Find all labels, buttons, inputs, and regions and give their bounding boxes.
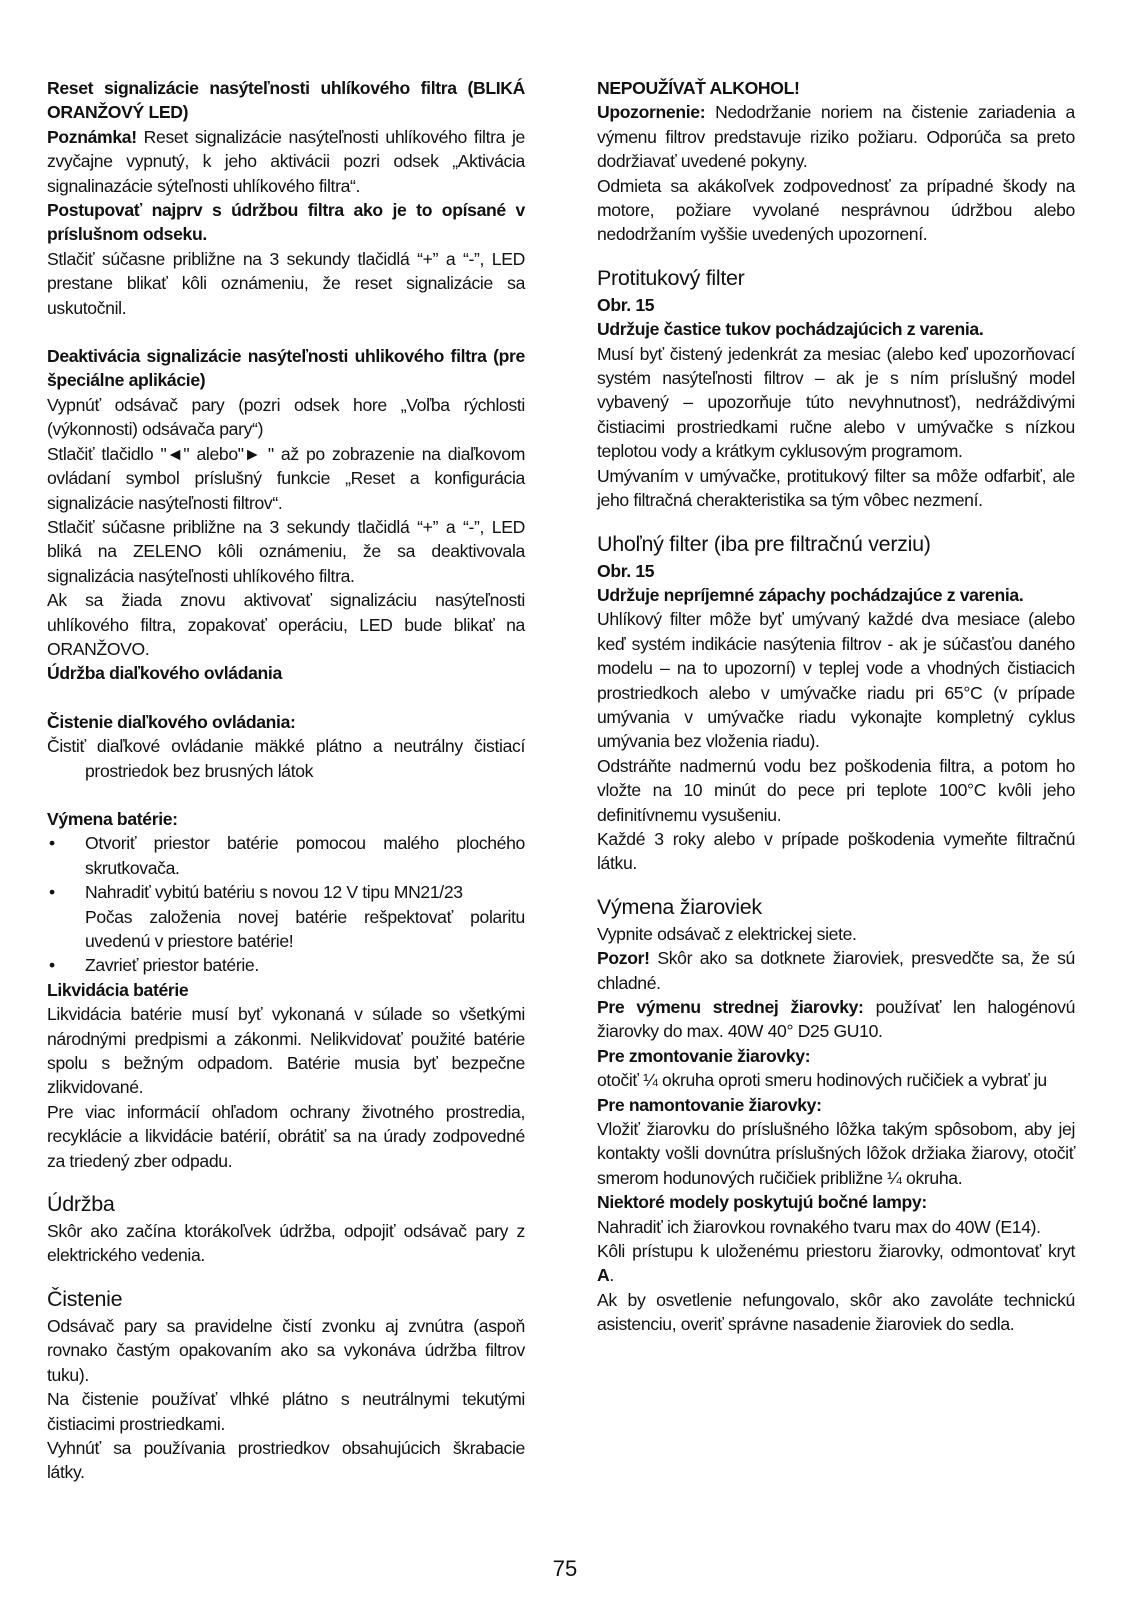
- remote-cleaning-text: Čistiť diaľkové ovládanie mäkké plátno a neutrálny čistiací prostriedok bez brusných látok: [47, 736, 525, 781]
- bulb-access-text: Kôli prístupu k uloženému priestoru žiarovky, odmontovať kryt A.: [597, 1241, 1075, 1286]
- disposal-paragraph-1: Likvidácia batérie musí byť vykonaná v súlade so všetkými národnými predpismi a zákonmi. Nelikvidovať použité batérie spolu s bežným odpadom. Batérie musia byť bezpečne zlikvidované.: [47, 1004, 525, 1098]
- no-alcohol-warning: Upozornenie: Nedodržanie noriem na čistenie zariadenia a výmenu filtrov predstavuje riziko požiaru. Odporúča sa preto dodržiavať uvedené pokyny.: [597, 102, 1075, 172]
- reset-note: [47, 125, 525, 198]
- cleaning-paragraph-3: Vyhnúť sa používania prostriedkov obsahujúcich škrabacie látky.: [47, 1437, 525, 1483]
- deactivation-paragraph-3: Stlačiť súčasne približne na 3 sekundy tlačidlá “+” a “-”, LED bliká na ZELENO kôli oznámeniu, že sa deaktivovala signalizácia nasýteľnosti uhlíkového filtra.: [47, 516, 525, 586]
- bullet: •: [49, 882, 55, 903]
- cleaning-paragraph-1: Odsávač pary sa pravidelne čistí zvonku aj zvnútra (aspoň rovnako častým opakovaním ako sa vykonáva údržba filtrov tuku).: [47, 1315, 525, 1385]
- deactivation-paragraph-2: Stlačiť tlačidlo "◄" alebo"► " až po zobrazenie na diaľkovom ovládaní symbol príslušný funkcie „Reset a konfigurácia signalizácie nasýteľnosti filtrov“.: [47, 443, 525, 513]
- carbon-filter-figure-ref: Obr. 15: [597, 560, 655, 581]
- grease-filter-heading: Protitukový filter: [597, 265, 745, 290]
- reset-instruction-bold: Postupovať najprv s údržbou filtra ako je to opísané v príslušnom odseku.: [47, 200, 525, 245]
- reset-note-label: Poznámka!: [47, 126, 137, 147]
- carbon-filter-paragraph-2: Odstráňte nadmernú vodu bez poškodenia filtra, a potom ho vložte na 10 minút do pece pri teplote 100°C kvôli jeho definitívnemu vysušeniu.: [597, 755, 1075, 825]
- reset-note-text: Reset signalizácie nasýteľnosti uhlíkového filtra je zvyčajne vypnutý, k jeho aktivácii pozri odsek „Aktivácia signalinazácie sýteľnosti uhlíkového filtra“.: [47, 126, 525, 196]
- bulb-replacement-heading: Výmena žiaroviek: [597, 894, 762, 919]
- battery-list-item: • Nahradiť vybitú batériu s novou 12 V tipu MN21/23 Počas založenia novej batérie rešpektovať polaritu uvedenú v priestore batérie!: [49, 882, 525, 951]
- remote-maintenance-title: Údržba diaľkového ovládania: [47, 663, 282, 684]
- bullet: •: [49, 955, 55, 976]
- deactivation-paragraph-1: Vypnúť odsávač pary (pozri odsek hore „Voľba rýchlosti (výkonnosti) odsávača pary“): [47, 394, 525, 440]
- warning-label: Upozornenie:: [597, 102, 706, 123]
- carbon-filter-paragraph-3: Každé 3 roky alebo v prípade poškodenia vymeňte filtračnú látku.: [597, 828, 1075, 874]
- maintenance-text: Skôr ako začína ktorákoľvek údržba, odpojiť odsávač pary z elektrického vedenia.: [47, 1221, 525, 1266]
- bulb-center-label: Pre výmenu strednej žiarovky:: [597, 997, 864, 1017]
- page-number: 75: [552, 1556, 578, 1581]
- battery-title: Výmena batérie:: [47, 808, 178, 829]
- disposal-paragraph-2: Pre viac informácií ohľadom ochrany životného prostredia, recyklácie a likvidácie batérií, obrátiť sa na úrady zodpovedné za triedený zber odpadu.: [47, 1101, 525, 1171]
- side-lamps-title: Niektoré modely poskytujú bočné lampy:: [597, 1192, 927, 1213]
- bulb-center-instruction: Pre výmenu strednej žiarovky: používať len halogénovú žiarovky do max. 40W 40° D25 GU10.: [597, 997, 1076, 1042]
- bulb-final-paragraph: Ak by osvetlenie nefungovalo, skôr ako zavoláte technickú asistenciu, overiť správne nasadenie žiaroviek do sedla.: [597, 1289, 1075, 1335]
- carbon-filter-subtitle: Udržuje nepríjemné zápachy pochádzajúce z varenia.: [597, 584, 1024, 605]
- side-lamps-text: Nahradiť ich žiarovkou rovnakého tvaru max do 40W (E14).: [597, 1216, 1041, 1237]
- cleaning-paragraph-2: Na čistenie používať vlhké plátno s neutrálnymi tekutými čistiacimi prostriedkami.: [47, 1389, 525, 1434]
- remote-cleaning-title: Čistenie diaľkového ovládania:: [47, 711, 296, 732]
- cleaning-heading: Čistenie: [47, 1286, 123, 1311]
- carbon-filter-paragraph-1: Uhlíkový filter môže byť umývaný každé dva mesiace (alebo keď systém indikácie nasýtenia filtrov - ak je súčasťou daného modelu – na to upozorní) v teplej vode a vhodných čistiacich prostriedkoch alebo v umývačke riadu pri 65°C (v prípade umývania v umývačke riadu vykonajte kompletný cyklus umývania bez vloženia riadu).: [597, 609, 1075, 752]
- reset-title: Reset signalizácie nasýteľnosti uhlíkového filtra (BLIKÁ ORANŽOVÝ LED): [47, 78, 525, 123]
- left-column: [47, 76, 525, 1485]
- bulb-warning-label: Pozor!: [597, 948, 650, 969]
- battery-list-item: • Zavrieť priestor batérie.: [47, 953, 525, 977]
- bulb-mount-text: Vložiť žiarovku do príslušného lôžka takým spôsobom, aby jej kontakty vošli dovnútra príslušných lôžok držiaka žiarovy, otočiť smerom hodunových ručičiek približne ¼ okruha.: [597, 1119, 1075, 1188]
- bulb-mount-title: Pre namontovanie žiarovky:: [597, 1094, 822, 1115]
- liability-paragraph: Odmieta sa akákoľvek zodpovednosť za prípadné škody na motore, požiare vyvolané nesprávnou údržbou alebo nedodržaním vyššie uvedených upozornení.: [597, 175, 1075, 245]
- battery-list-item: • Otvoriť priestor batérie pomocou malého plochého skrutkovača.: [49, 833, 525, 878]
- grease-filter-figure-ref: Obr. 15: [597, 294, 655, 315]
- bulb-warning: Pozor! Skôr ako sa dotknete žiaroviek, presvedčte sa, že sú chladné.: [597, 948, 1075, 993]
- disposal-title: Likvidácia batérie: [47, 979, 189, 1000]
- bulb-paragraph-1: Vypnite odsávač z elektrickej siete.: [597, 923, 857, 944]
- bulb-remove-text: otočiť ¼ okruha oproti smeru hodinových ručičiek a vybrať ju: [597, 1070, 1047, 1091]
- battery-polarity-note: Počas založenia novej batérie rešpektovať polaritu uvedenú v priestore batérie!: [85, 906, 525, 951]
- cover-label: A: [597, 1265, 610, 1286]
- maintenance-heading: Údržba: [47, 1192, 115, 1217]
- bullet: •: [49, 833, 55, 854]
- carbon-filter-heading: Uhoľný filter (iba pre filtračnú verziu): [597, 531, 931, 556]
- no-alcohol-title: NEPOUŽÍVAŤ ALKOHOL!: [597, 78, 800, 98]
- bulb-remove-title: Pre zmontovanie žiarovky:: [597, 1045, 811, 1066]
- grease-filter-subtitle: Udržuje častice tukov pochádzajúcich z varenia.: [597, 319, 984, 340]
- reset-text: Stlačiť súčasne približne na 3 sekundy tlačidlá “+” a “-”, LED prestane blikať kôli oznámeniu, že reset signalizácie sa uskutočnil.: [47, 248, 525, 318]
- grease-filter-paragraph-2: Umývaním v umývačke, protitukový filter sa môže odfarbiť, ale jeho filtračná cherakteristika sa tým vôbec nezmení.: [597, 465, 1075, 511]
- right-column: [597, 76, 1075, 1337]
- deactivation-paragraph-4: Ak sa žiada znovu aktivovať signalizáciu nasýteľnosti uhlíkového filtra, zopakovať operáciu, LED bude blikať na ORANŽOVO.: [47, 590, 525, 659]
- deactivation-title: Deaktivácia signalizácie nasýteľnosti uhlikového filtra (pre špeciálne aplikácie): [47, 346, 525, 391]
- grease-filter-paragraph-1: Musí byť čistený jedenkrát za mesiac (alebo keď upozorňovací systém nasýteľnosti filtrov – ak je s ním príslušný model vybavený – upozorňuje túto nevyhnutnosť), nedráždivými čistiacimi prostriedkami ručne alebo v umývačke s nízkou teplotou vody a krátkym cyklusovým programom.: [597, 343, 1075, 462]
